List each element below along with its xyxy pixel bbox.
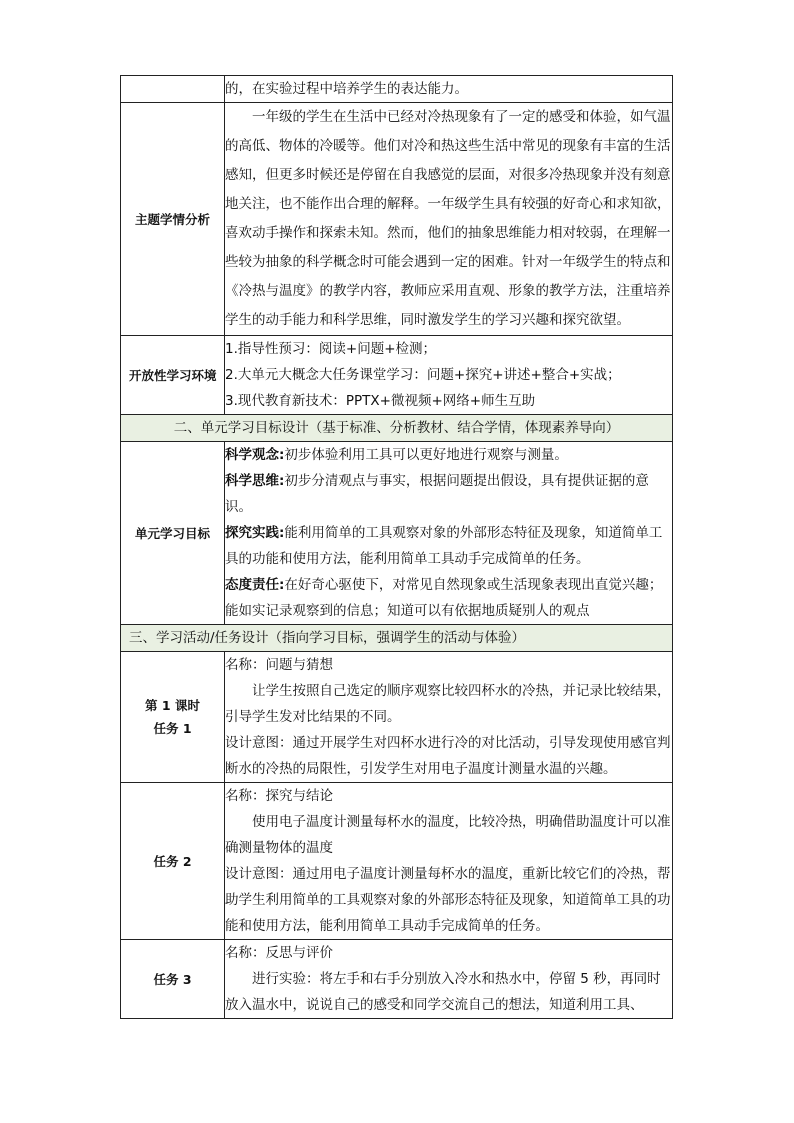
task-cell: [225, 652, 673, 783]
task-label: [121, 940, 225, 1019]
goal-item: [225, 520, 672, 572]
environment-label: 开放性学习环境: [121, 336, 225, 415]
goals-cell: [225, 442, 673, 625]
empty-label-cell: [121, 76, 225, 103]
goal-text: 初步体验利用工具可以更好地进行观察与测量。: [284, 447, 568, 463]
lesson-plan-table: [120, 75, 673, 1019]
table-row: [121, 415, 673, 442]
task-number-label: 任务 1: [153, 721, 192, 736]
task-name: 名称：问题与猜想: [225, 657, 333, 673]
task-name: 名称：探究与结论: [225, 788, 333, 804]
continuation-cell: [225, 76, 673, 103]
goal-key: 态度责任:: [225, 577, 285, 593]
goal-key: 探究实践:: [225, 525, 285, 541]
continuation-text: 的，在实验过程中培养学生的表达能力。: [225, 81, 468, 97]
task-label: [121, 652, 225, 783]
environment-line: 1.指导性预习：阅读+问题+检测；: [225, 341, 437, 357]
analysis-label: 主题学情分析: [121, 103, 225, 336]
goal-item: [225, 572, 672, 624]
table-row: [121, 336, 673, 415]
goals-label: 单元学习目标: [121, 442, 225, 625]
task-number-label: 任务 2: [153, 853, 192, 869]
task-content: 使用电子温度计测量每杯水的温度，比较冷热，明确借助温度计可以准确测量物体的温度: [225, 814, 671, 856]
section-3-heading: 三、学习活动/任务设计（指向学习目标，强调学生的活动与体验）: [121, 625, 673, 652]
task-intent: 设计意图：通过用电子温度计测量每杯水的温度，重新比较它们的冷热，帮助学生利用简单的工具观察对象的外部形态特征及现象，知道简单工具的功能和使用方法，能利用简单工具动手完成简单的任务。: [225, 866, 671, 934]
table-row: [121, 76, 673, 103]
table-row: [121, 442, 673, 625]
lesson-label: 第 1 课时: [145, 698, 200, 713]
table-row: [121, 103, 673, 336]
goal-text: 在好奇心驱使下，对常见自然现象或生活现象表现出直觉兴趣；能如实记录观察到的信息；知道可以有依据地质疑别人的观点: [225, 577, 663, 619]
task-number-label: 任务 3: [153, 971, 192, 987]
environment-line: 3.现代教育新技术：PPTX+微视频+网络+师生互助: [225, 393, 536, 409]
task-cell: [225, 940, 673, 1019]
task-content: 进行实验：将左手和右手分别放入冷水和热水中，停留 5 秒，再同时放入温水中，说说自己的感受和同学交流自己的想法，知道利用工具、: [225, 971, 661, 1013]
goal-item: [225, 442, 672, 468]
task-content: 让学生按照自己选定的顺序观察比较四杯水的冷热，并记录比较结果，引导学生发对比结果的不同。: [225, 683, 671, 725]
analysis-cell: [225, 103, 673, 336]
goal-key: 科学观念:: [225, 447, 285, 463]
environment-cell: [225, 336, 673, 415]
task-cell: [225, 783, 673, 940]
table-row: [121, 783, 673, 940]
goal-text: 能利用简单的工具观察对象的外部形态特征及现象，知道简单工具的功能和使用方法，能利用简单工具动手完成简单的任务。: [225, 525, 663, 567]
table-row: [121, 625, 673, 652]
environment-line: 2.大单元大概念大任务课堂学习：问题+探究+讲述+整合+实战；: [225, 367, 621, 383]
task-label: [121, 783, 225, 940]
section-2-heading: 二、单元学习目标设计（基于标准、分析教材、结合学情，体现素养导向）: [121, 415, 673, 442]
table-row: [121, 940, 673, 1019]
task-name: 名称：反思与评价: [225, 945, 333, 961]
table-row: [121, 652, 673, 783]
goal-text: 初步分清观点与事实，根据问题提出假设，具有提供证据的意识。: [225, 473, 649, 515]
analysis-text: 一年级的学生在生活中已经对冷热现象有了一定的感受和体验，如气温的高低、物体的冷暖等。他们对冷和热这些生活中常见的现象有丰富的生活感知，但更多时候还是停留在自我感觉的层面，对很多冷热现象并没有刻意地关注，也不能作出合理的解释。一年级学生具有较强的好奇心和求知欲，喜欢动手操作和探索未知。然而，他们的抽象思维能力相对较弱，在理解一些较为抽象的科学概念时可能会遇到一定的困难。针对一年级学生的特点和《冷热与温度》的教学内容，教师应采用直观、形象的教学方法，注重培养学生的动手能力和科学思维，同时激发学生的学习兴趣和探究欲望。: [225, 109, 671, 328]
task-intent: 设计意图：通过开展学生对四杯水进行冷的对比活动，引导发现使用感官判断水的冷热的局限性，引发学生对用电子温度计测量水温的兴趣。: [225, 735, 671, 777]
goal-item: [225, 468, 672, 520]
goal-key: 科学思维:: [225, 473, 285, 489]
